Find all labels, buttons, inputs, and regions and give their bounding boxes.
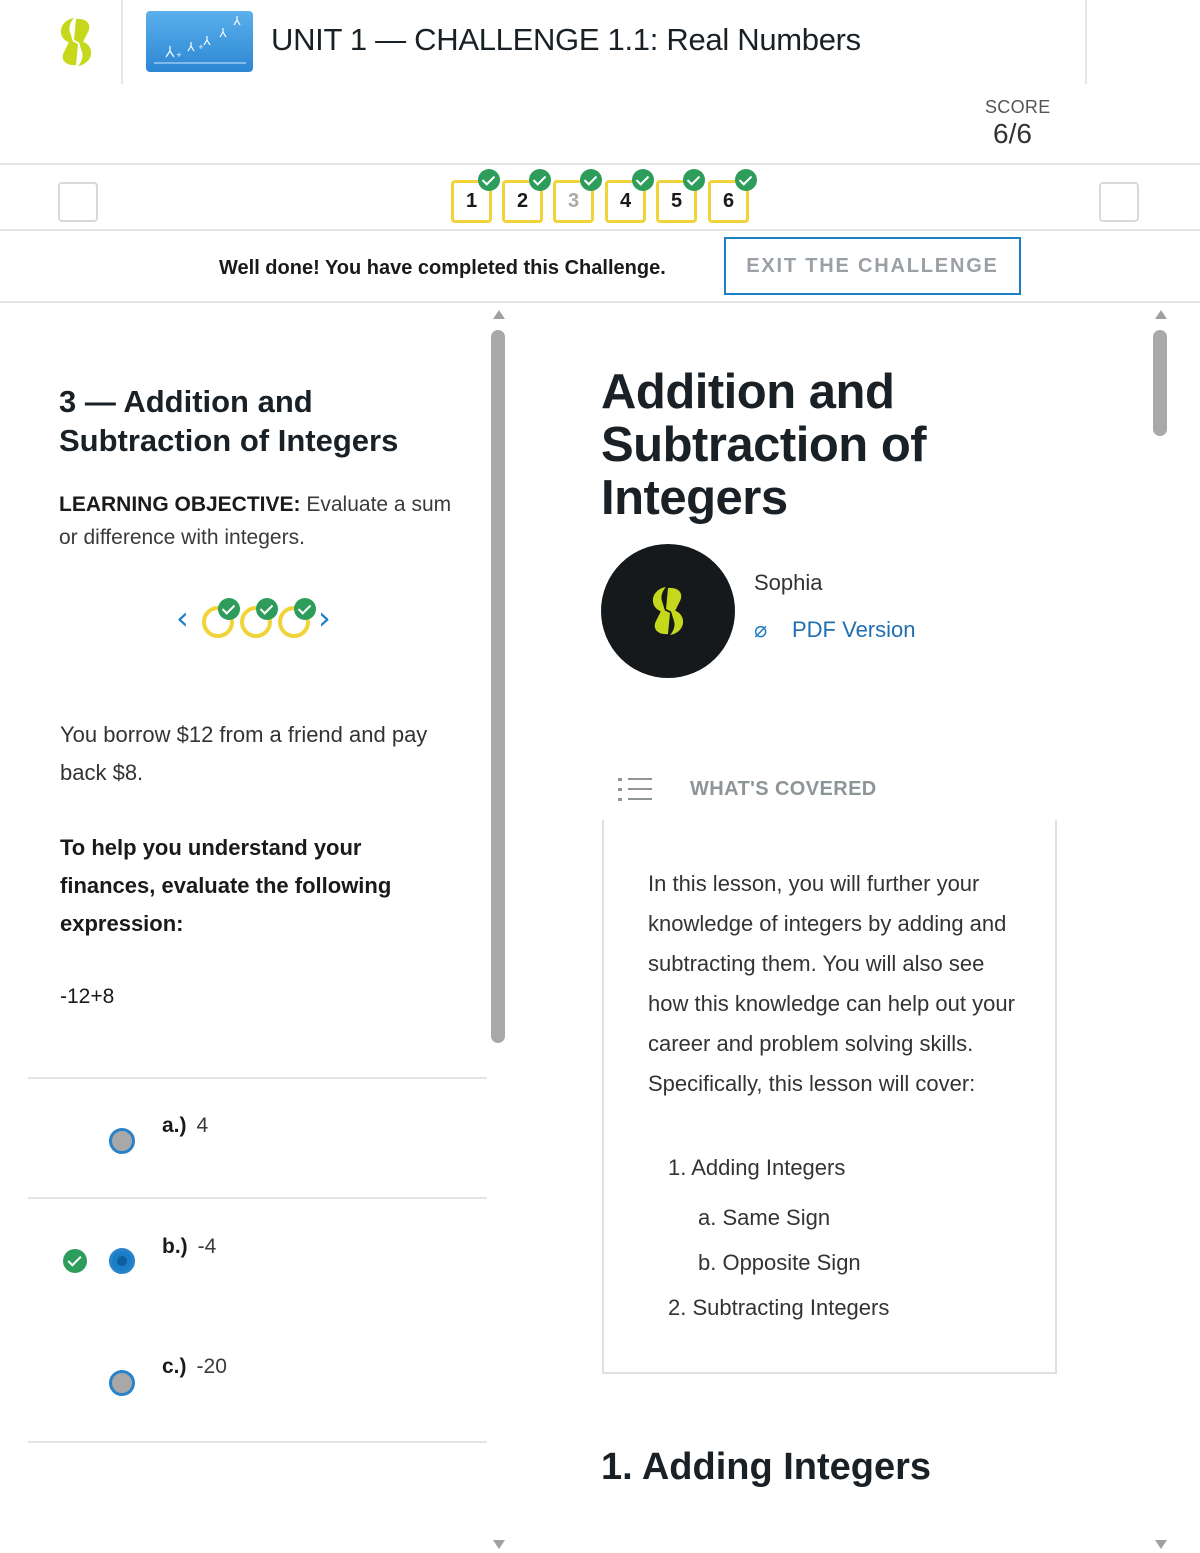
whats-covered-intro: In this lesson, you will further your knowledge of integers by adding and subtracting them. You will also see how this knowledge can help out your career and problem solving skills. Specifically, this lesson will cover: bbox=[648, 871, 1015, 1096]
covered-item: 1. Adding Integers bbox=[668, 1155, 846, 1180]
learning-objective bbox=[59, 488, 459, 554]
question-tab-5[interactable] bbox=[656, 180, 697, 223]
author-name: Sophia bbox=[754, 570, 823, 595]
question-prompt: You borrow $12 from a friend and pay back $8. bbox=[60, 722, 428, 785]
question-number: 4 bbox=[619, 190, 632, 212]
scrollbar-thumb[interactable] bbox=[491, 330, 505, 1043]
scroll-down-arrow-icon[interactable] bbox=[1155, 1540, 1167, 1549]
question-nav-bar bbox=[0, 163, 1200, 231]
answer-label bbox=[162, 1114, 208, 1138]
pdf-version-link[interactable] bbox=[754, 617, 916, 643]
check-icon bbox=[218, 598, 240, 620]
answer-option-a[interactable] bbox=[28, 1090, 487, 1190]
sophia-logo-icon[interactable] bbox=[52, 14, 100, 70]
next-question-button[interactable] bbox=[1099, 182, 1139, 222]
right-pane-scrollbar[interactable] bbox=[1152, 308, 1168, 1553]
divider bbox=[28, 1441, 487, 1443]
check-icon bbox=[529, 169, 551, 191]
radio-button[interactable] bbox=[109, 1248, 135, 1274]
question-tab-4[interactable] bbox=[605, 180, 646, 223]
question-number: 2 bbox=[516, 190, 529, 212]
answer-value: 4 bbox=[196, 1114, 209, 1137]
check-icon bbox=[294, 598, 316, 620]
question-expression: -12+8 bbox=[60, 985, 115, 1008]
check-icon bbox=[735, 169, 757, 191]
challenge-thumbnail bbox=[146, 11, 253, 72]
objective-label: LEARNING OBJECTIVE: bbox=[59, 493, 301, 516]
svg-text:+: + bbox=[176, 51, 182, 59]
check-icon bbox=[478, 169, 500, 191]
answer-letter: b.) bbox=[162, 1235, 188, 1258]
answer-label bbox=[162, 1235, 216, 1259]
completion-banner bbox=[0, 231, 1200, 303]
check-icon bbox=[256, 598, 278, 620]
previous-question-button[interactable] bbox=[58, 182, 98, 222]
question-number: 1 bbox=[465, 190, 478, 212]
exit-challenge-button[interactable]: EXIT THE CHALLENGE bbox=[724, 237, 1021, 295]
check-icon bbox=[580, 169, 602, 191]
question-number: 6 bbox=[722, 190, 735, 212]
question-instruction: To help you understand your finances, evaluate the following expression: bbox=[60, 835, 392, 936]
answer-letter: c.) bbox=[162, 1355, 187, 1378]
scroll-up-arrow-icon[interactable] bbox=[493, 310, 505, 319]
attempt-indicator bbox=[176, 598, 341, 638]
scrollbar-thumb[interactable] bbox=[1153, 330, 1167, 436]
covered-item: a. Same Sign bbox=[698, 1205, 831, 1230]
check-icon bbox=[683, 169, 705, 191]
list-icon bbox=[618, 776, 652, 804]
objective-text: Evaluate a sum or difference with integers. bbox=[59, 493, 452, 549]
divider bbox=[28, 1077, 487, 1079]
answer-letter: a.) bbox=[162, 1114, 187, 1137]
page-title: UNIT 1 — CHALLENGE 1.1: Real Numbers bbox=[271, 22, 861, 57]
answer-option-c[interactable] bbox=[28, 1330, 487, 1430]
section-heading: 1. Adding Integers bbox=[601, 1446, 932, 1488]
author-avatar bbox=[601, 544, 735, 678]
app-header bbox=[0, 0, 1200, 84]
check-icon bbox=[63, 1249, 87, 1273]
chevron-right-icon[interactable]: › bbox=[318, 599, 331, 637]
left-pane-scrollbar[interactable] bbox=[490, 308, 506, 1553]
scroll-up-arrow-icon[interactable] bbox=[1155, 310, 1167, 319]
check-icon bbox=[632, 169, 654, 191]
divider bbox=[28, 1197, 487, 1199]
scroll-down-arrow-icon[interactable] bbox=[493, 1540, 505, 1549]
paperclip-icon: ⌀ bbox=[754, 618, 768, 643]
svg-text:+: + bbox=[198, 43, 204, 51]
chevron-left-icon[interactable]: ‹ bbox=[176, 599, 189, 637]
score-label: SCORE bbox=[985, 97, 1051, 117]
question-number: 5 bbox=[670, 190, 683, 212]
question-tab-6[interactable] bbox=[708, 180, 749, 223]
answer-label bbox=[162, 1355, 227, 1379]
header-divider bbox=[1085, 0, 1087, 84]
radio-button[interactable] bbox=[109, 1370, 135, 1396]
score-value: 6/6 bbox=[993, 118, 1032, 149]
answer-option-b[interactable] bbox=[28, 1210, 487, 1310]
header-divider bbox=[121, 0, 123, 84]
pdf-link-label: PDF Version bbox=[792, 617, 916, 642]
whats-covered-box bbox=[602, 820, 1057, 1374]
question-tab-1[interactable] bbox=[451, 180, 492, 223]
covered-item: b. Opposite Sign bbox=[698, 1250, 861, 1275]
whats-covered-label: WHAT'S COVERED bbox=[690, 778, 877, 800]
covered-item: 2. Subtracting Integers bbox=[668, 1295, 890, 1320]
question-number: 3 bbox=[567, 190, 580, 212]
answer-value: -20 bbox=[196, 1355, 227, 1378]
radio-button[interactable] bbox=[109, 1128, 135, 1154]
answer-value: -4 bbox=[197, 1235, 217, 1258]
lesson-title: Addition and Subtraction of Integers bbox=[601, 365, 927, 525]
question-tab-2[interactable] bbox=[502, 180, 543, 223]
question-tab-3[interactable] bbox=[553, 180, 594, 223]
completion-message: Well done! You have completed this Challenge. bbox=[219, 257, 666, 279]
question-title: 3 — Addition and Subtraction of Integers bbox=[59, 384, 399, 458]
